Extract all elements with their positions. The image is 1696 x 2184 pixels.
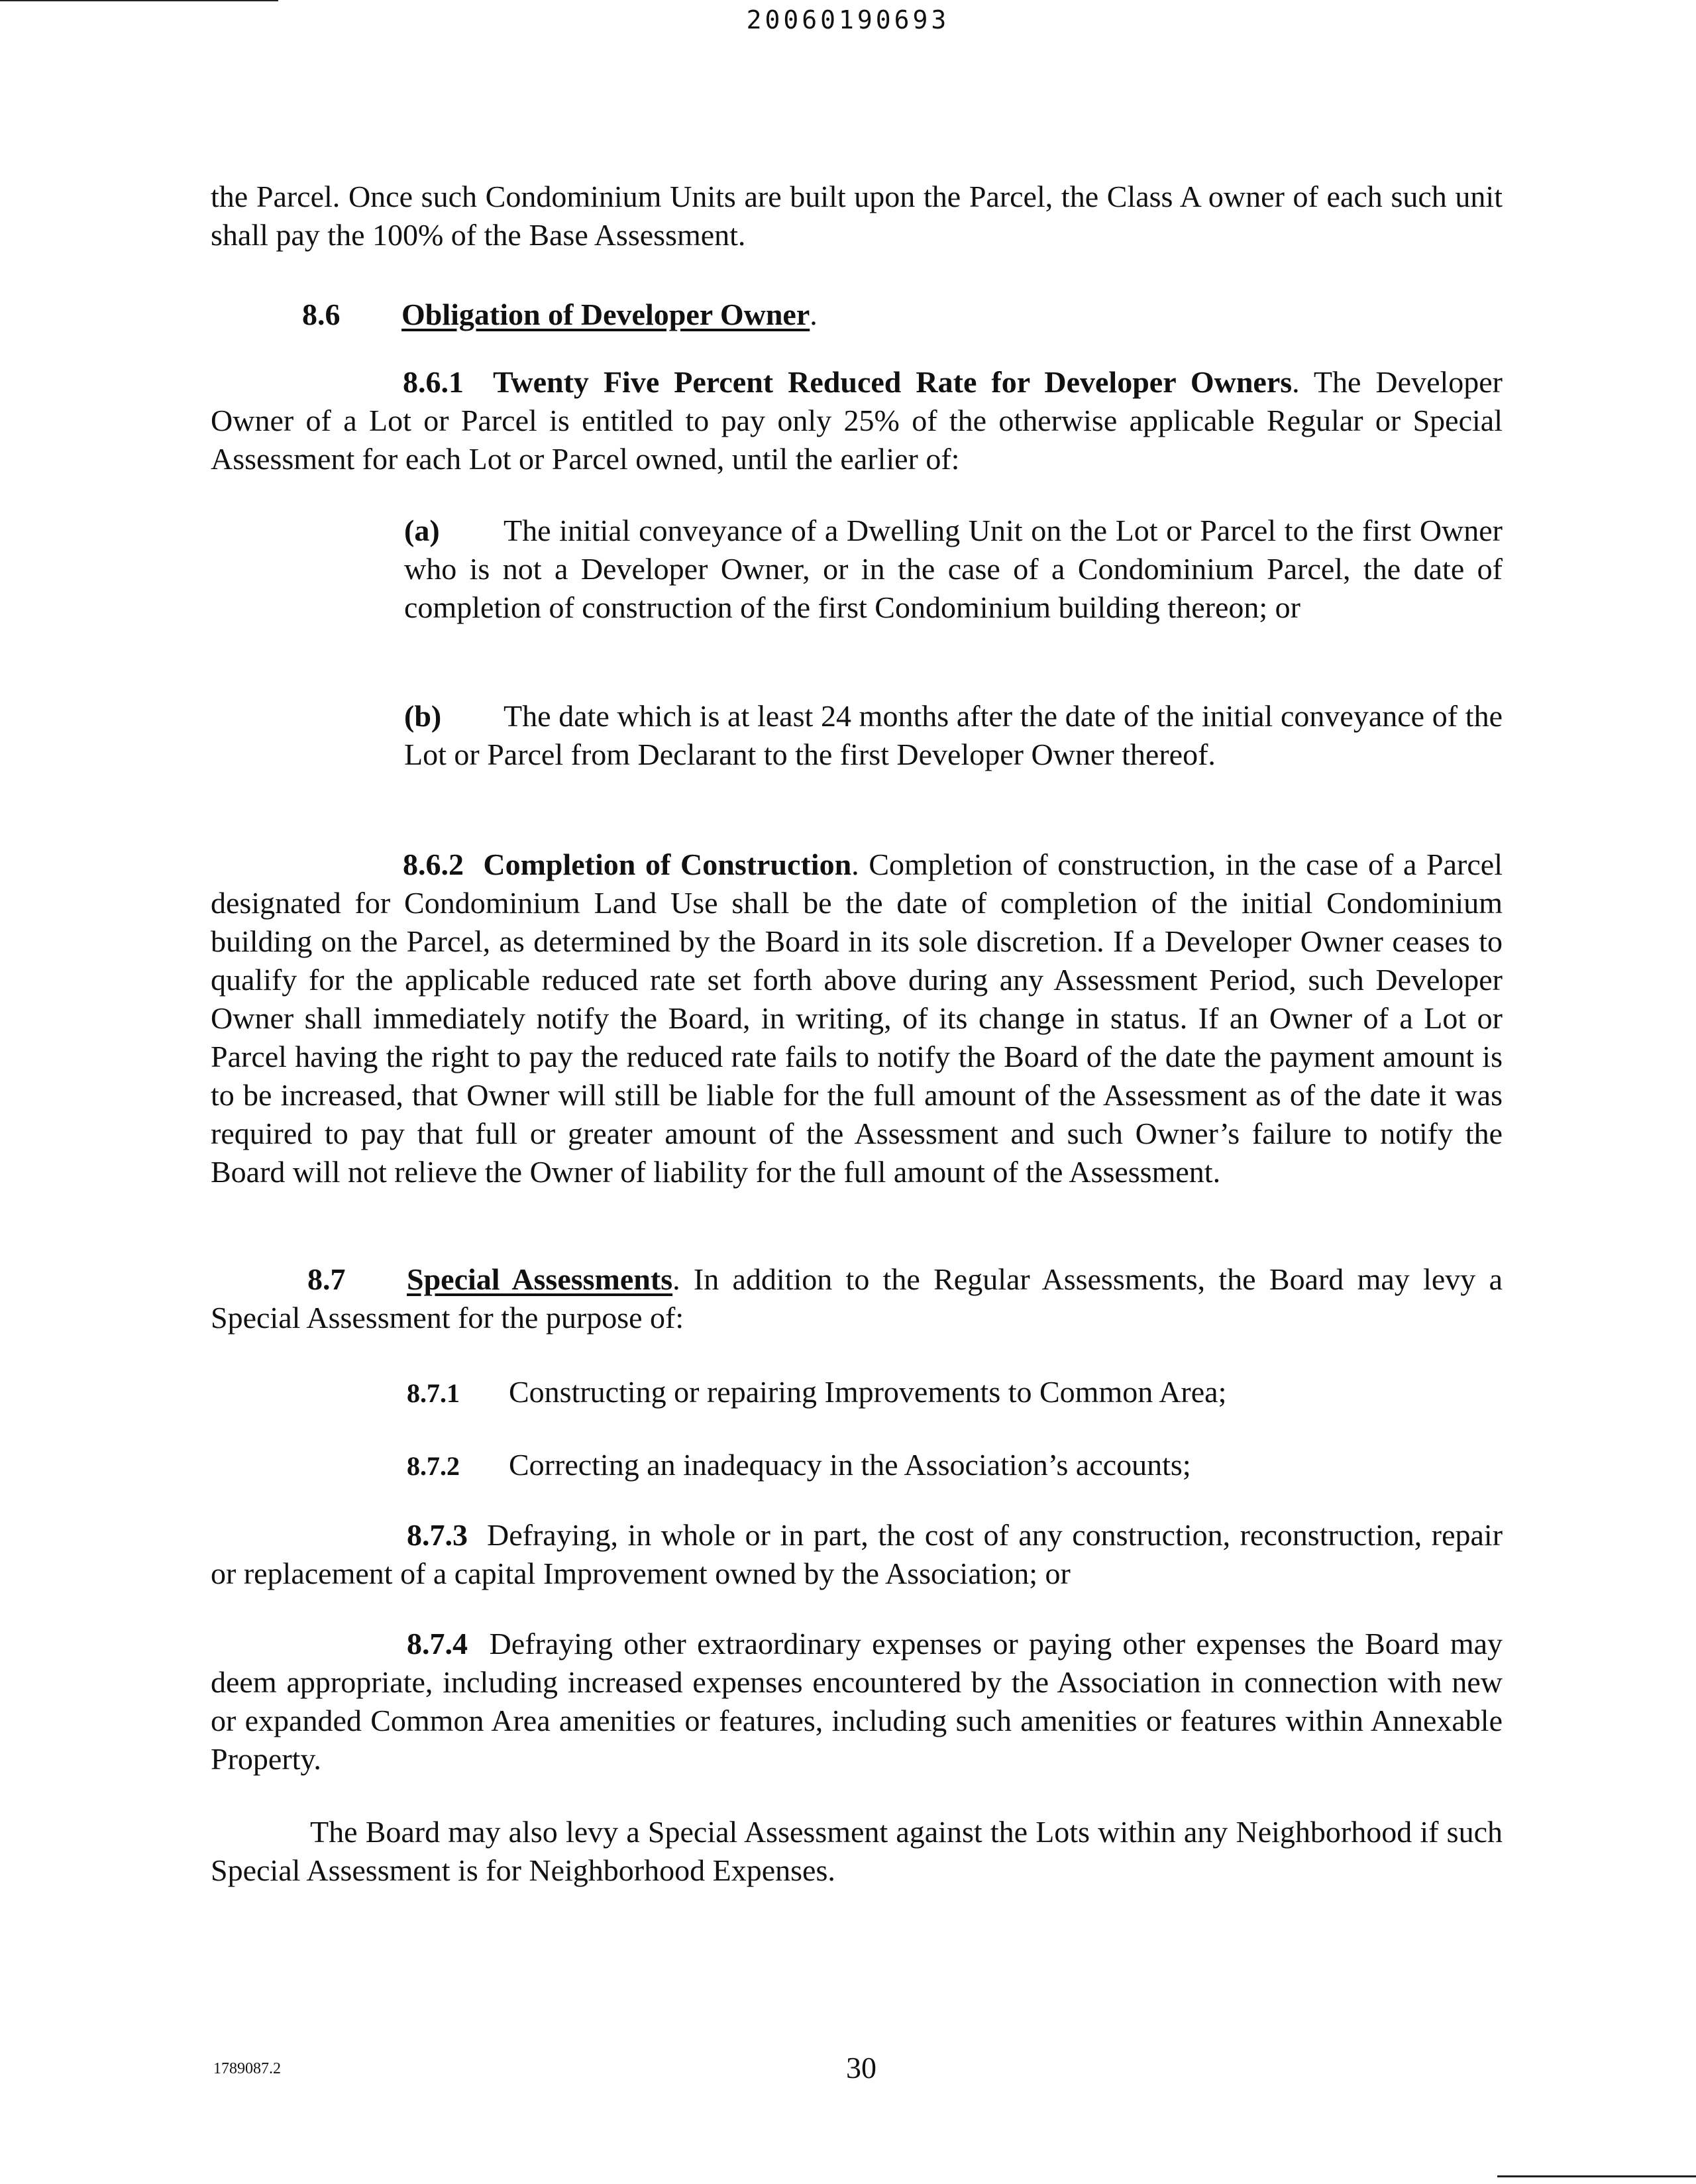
section-8-7-2-number: 8.7.2: [407, 1451, 460, 1481]
footer-document-id: 1789087.2: [213, 2060, 281, 2077]
section-8-7-4-text: Defraying other extraordinary expenses or paying other expenses the Board may deem appropriate, including increased expenses encountered by the Association in connection with new or expanded Common Area amenities or features, including such amenities or features within Annexable Property.: [211, 1627, 1503, 1776]
section-8-6-1-body: . The Developer Owner of a Lot or Parcel is entitled to pay only 25% of the otherwise applicable Regular or Special Assessment for each Lot or Parcel owned, until the earlier of:: [211, 365, 1503, 476]
section-8-7-3-number: 8.7.3: [407, 1518, 468, 1552]
section-8-7-1-text: Constructing or repairing Improvements to Common Area;: [509, 1375, 1227, 1409]
closing-text: The Board may also levy a Special Assessment against the Lots within any Neighborhood if such Special Assessment is for Neighborhood Expenses.: [211, 1815, 1503, 1887]
section-8-6-1-number: 8.6.1: [403, 365, 464, 399]
section-8-7-1-number: 8.7.1: [407, 1378, 460, 1408]
section-8-7-title: Special Assessments: [407, 1262, 673, 1296]
item-b-paragraph: [404, 697, 1503, 774]
closing-paragraph: [211, 1813, 1503, 1890]
top-left-rule: [0, 0, 278, 1]
section-8-7-body: . In addition to the Regular Assessments, the Board may levy a Special Assessment for the purpose of:: [211, 1262, 1503, 1335]
section-8-6-2-body: . Completion of construction, in the case of a Parcel designated for Condominium Land Use shall be the date of completion of the initial Condominium building on the Parcel, as determined by the Board in its sole discretion. If a Developer Owner ceases to qualify for the applicable reduced rate set forth above during any Assessment Period, such Developer Owner shall immediately notify the Board, in writing, of its change in status. If an Owner of a Lot or Parcel having the right to pay the reduced rate fails to notify the Board of the date the payment amount is to be increased, that Owner will still be liable for the full amount of the Assessment as of the date it was required to pay that full or greater amount of the Assessment and such Owner’s failure to notify the Board will not relieve the Owner of liability for the full amount of the Assessment.: [211, 847, 1503, 1189]
item-a-label: (a): [404, 514, 440, 547]
section-8-6-1-title: Twenty Five Percent Reduced Rate for Developer Owners: [493, 365, 1293, 399]
section-8-7-2-text: Correcting an inadequacy in the Association’s accounts;: [509, 1448, 1191, 1482]
intro-paragraph: the Parcel. Once such Condominium Units are built upon the Parcel, the Class A owner of each such unit shall pay the 100% of the Base Assessment.: [211, 180, 1503, 252]
section-8-7-number: 8.7: [307, 1262, 346, 1296]
section-8-7-3-text: Defraying, in whole or in part, the cost of any construction, reconstruction, repair or replacement of a capital Improvement owned by the Association; or: [211, 1518, 1503, 1590]
section-8-7-4-paragraph: [211, 1625, 1503, 1778]
document-number: 20060190693: [746, 5, 950, 34]
section-8-6-2-number: 8.6.2: [403, 847, 464, 881]
section-8-6-title: Obligation of Developer Owner: [401, 298, 810, 331]
item-a-paragraph: [404, 512, 1503, 627]
section-8-6-1-paragraph: [211, 363, 1503, 478]
section-8-6-2-title: Completion of Construction: [483, 847, 852, 881]
bottom-right-rule: [1497, 2175, 1696, 2177]
item-b-text: The date which is at least 24 months after the date of the initial conveyance of the Lot or Parcel from Declarant to the first Developer Owner thereof.: [404, 699, 1503, 771]
page-number: 30: [846, 2051, 876, 2085]
section-8-7-3-paragraph: [211, 1516, 1503, 1593]
section-8-6-number: 8.6: [302, 298, 341, 331]
item-a-text: The initial conveyance of a Dwelling Unit on the Lot or Parcel to the first Owner who is not a Developer Owner, or in the case of a Condominium Parcel, the date of completion of construction of the first Condominium building thereon; or: [404, 514, 1503, 624]
section-8-6-heading: [302, 296, 818, 334]
section-8-7-1: [407, 1373, 1226, 1413]
section-8-7-paragraph: [211, 1260, 1503, 1337]
item-b-label: (b): [404, 699, 442, 733]
section-8-6-2-paragraph: [211, 846, 1503, 1191]
section-8-7-4-number: 8.7.4: [407, 1627, 468, 1661]
section-8-7-2: [407, 1446, 1191, 1486]
section-8-6-title-end: .: [810, 298, 818, 331]
